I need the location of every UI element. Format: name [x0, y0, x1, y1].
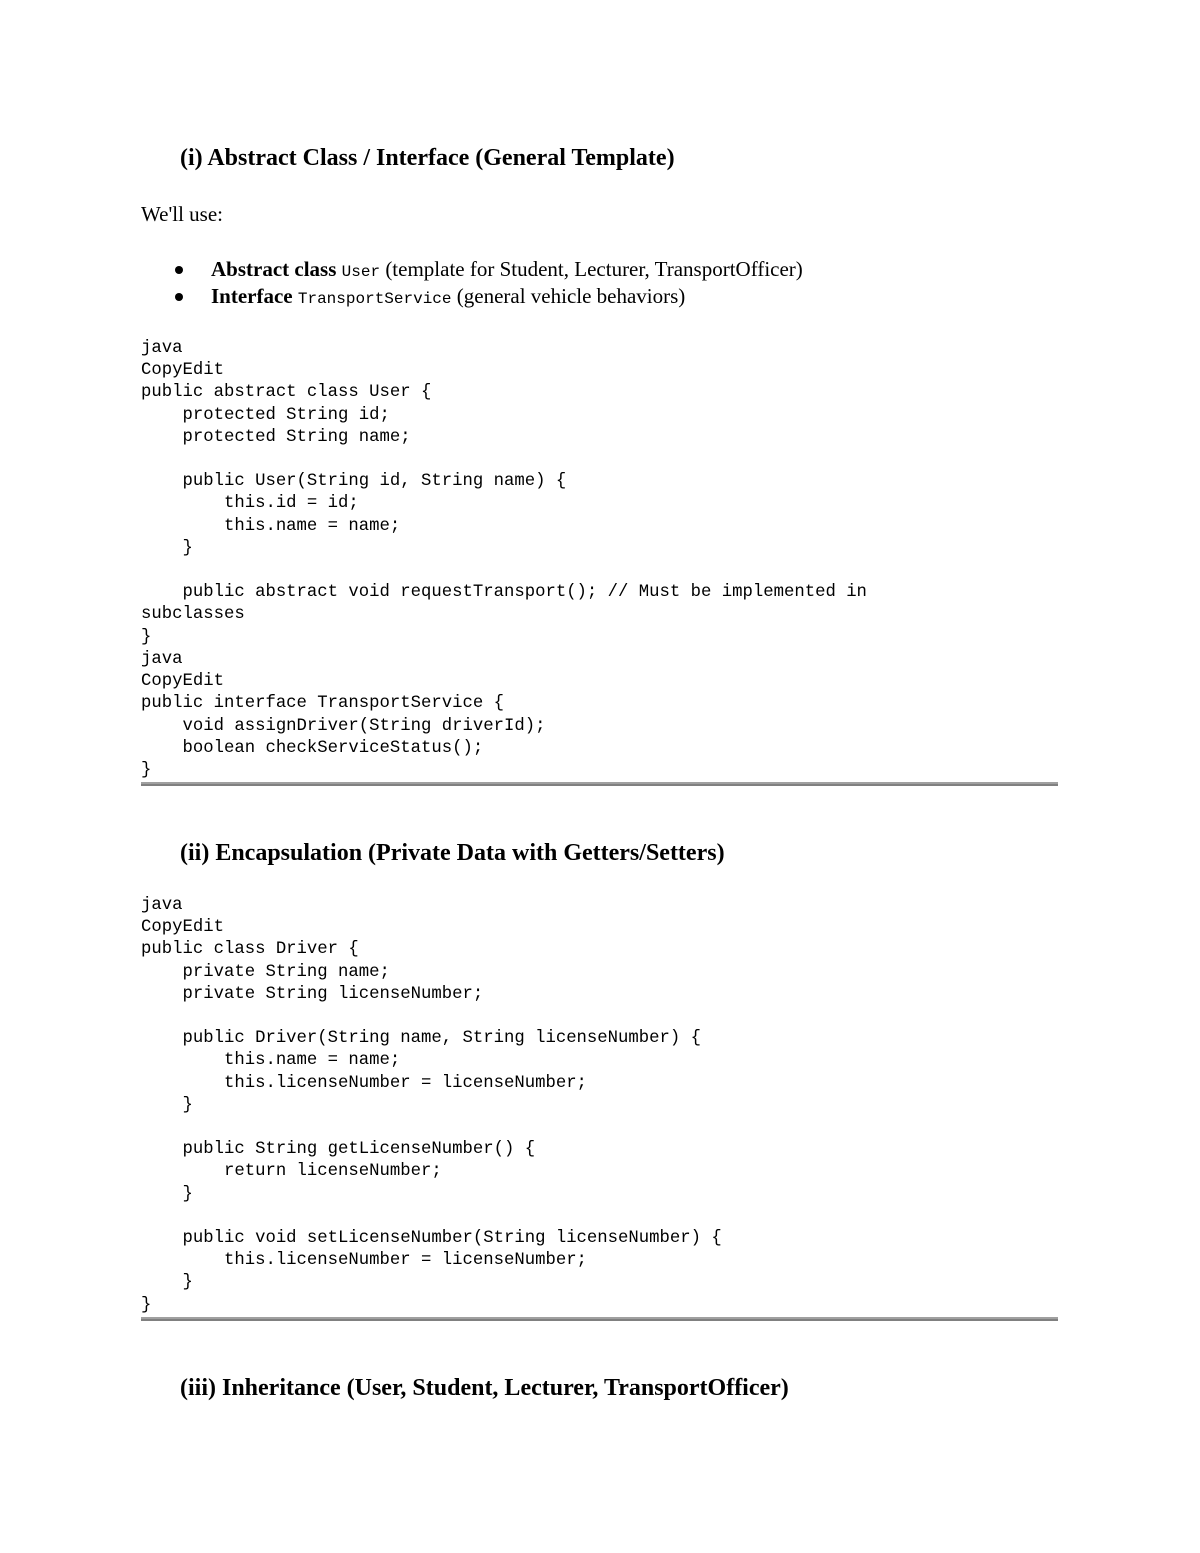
bullet-code-term: User — [341, 263, 381, 281]
section-heading-abstract-class: (i) Abstract Class / Interface (General Template) — [180, 145, 675, 171]
bullet-bold-label: Abstract class — [211, 257, 337, 281]
horizontal-divider — [141, 1317, 1058, 1321]
horizontal-divider — [141, 782, 1058, 786]
bullet-code-term: TransportService — [297, 290, 452, 308]
list-item — [141, 283, 803, 310]
code-block-user-class: java CopyEdit public abstract class User { protected String id; protected String name; public User(String id, String name) { this.id = id; this.name = name; } public abstract void requestTransport(); // Must be implemented in subclasses } — [141, 339, 867, 647]
code-block-driver-class: java CopyEdit public class Driver { private String name; private String licenseNumber; public Driver(String name, String licenseNumber) { this.name = name; this.licenseNumber = licenseNumber; } public String getLicenseNumber() { return licenseNumber; } public void setLicenseNumber(String licenseNumber) { this.licenseNumber = licenseNumber; } } — [141, 896, 722, 1315]
bullet-list — [141, 256, 803, 310]
section-heading-inheritance: (iii) Inheritance (User, Student, Lecturer, TransportOfficer) — [180, 1375, 789, 1401]
section-heading-encapsulation: (ii) Encapsulation (Private Data with Getters/Setters) — [180, 840, 725, 866]
bullet-icon — [175, 293, 183, 301]
code-block-transport-service: java CopyEdit public interface TransportService { void assignDriver(String driverId); boolean checkServiceStatus(); } — [141, 650, 546, 781]
intro-paragraph: We'll use: — [141, 202, 223, 226]
bullet-icon — [175, 266, 183, 274]
bullet-description: (template for Student, Lecturer, TransportOfficer) — [385, 257, 803, 281]
bullet-bold-label: Interface — [211, 284, 293, 308]
list-item — [141, 256, 803, 283]
bullet-description: (general vehicle behaviors) — [456, 284, 686, 308]
